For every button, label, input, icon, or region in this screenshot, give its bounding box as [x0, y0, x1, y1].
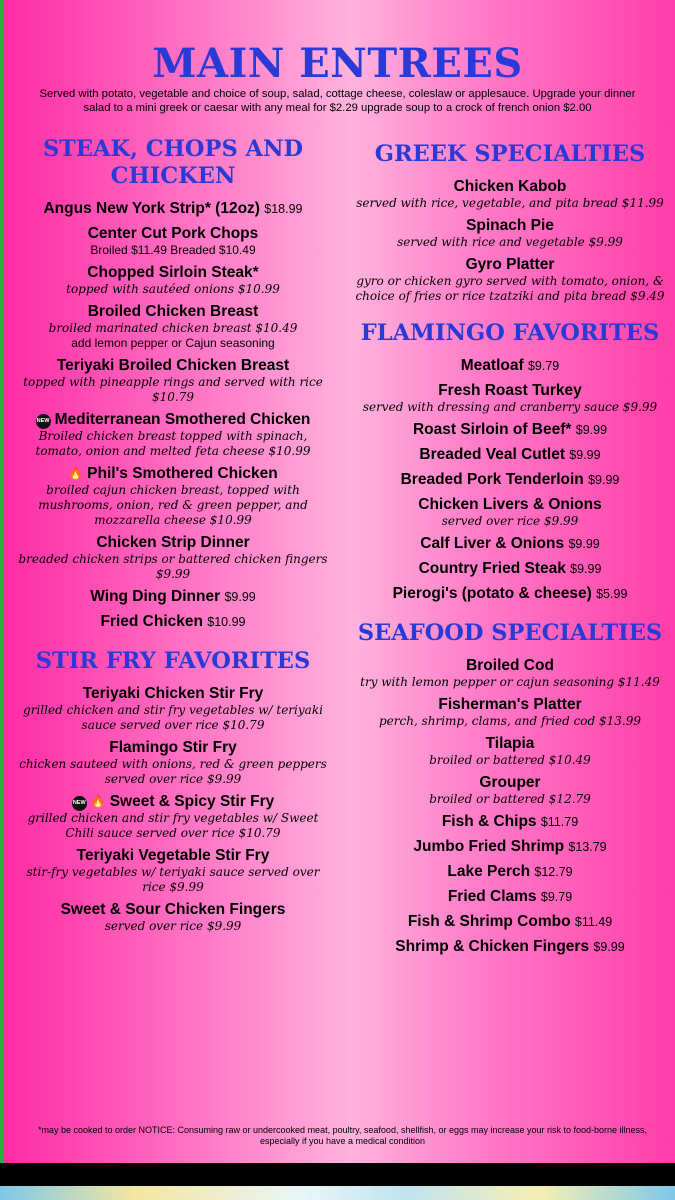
- section-title-stirfry: STIR FRY FAVORITES: [35, 648, 311, 674]
- item-name: Teriyaki Vegetable Stir Fry: [76, 847, 270, 864]
- fire-icon: 🔥: [90, 794, 106, 808]
- menu-item: [18, 612, 328, 632]
- item-description: Broiled chicken breast topped with spinach, tomato, onion and melted feta cheese $10.99: [35, 429, 311, 458]
- item-description: gyro or chicken gyro served with tomato, onion, & choice of fries or rice tzatziki and pita bread $9.49: [355, 274, 665, 303]
- menu-item: [352, 773, 668, 807]
- menu-item: [352, 656, 668, 690]
- item-name: Center Cut Pork Chops: [87, 225, 259, 242]
- menu-item: [352, 356, 668, 376]
- menu-item: [352, 695, 668, 729]
- item-description: perch, shrimp, clams, and fried cod $13.99: [378, 714, 642, 728]
- menu-item: [18, 224, 328, 258]
- item-name: Angus New York Strip* (12oz): [43, 200, 260, 217]
- item-name: Lake Perch: [447, 863, 531, 880]
- item-description: Broiled $11.49 Breaded $10.49: [90, 243, 256, 257]
- page-title: MAIN ENTREES: [152, 40, 523, 87]
- item-note: add lemon pepper or Cajun seasoning: [71, 336, 275, 350]
- menu-item: [352, 887, 668, 907]
- item-description: chicken sauteed with onions, red & green peppers served over rice $9.99: [19, 757, 327, 786]
- item-description: grilled chicken and stir fry vegetables w/ teriyaki sauce served over rice $10.79: [23, 703, 323, 732]
- footnote: *may be cooked to order NOTICE: Consuming raw or undercooked meat, poultry, seafood, shellfish, or eggs may increase your risk to food-borne illness, especially if you have a medical condition: [37, 1125, 648, 1146]
- item-name: Mediterranean Smothered Chicken: [54, 411, 311, 428]
- item-description: try with lemon pepper or cajun seasoning $11.49: [360, 675, 660, 689]
- menu-item: [18, 464, 328, 528]
- menu-item: [18, 302, 328, 351]
- item-price: $18.99: [264, 202, 303, 216]
- menu-item: [352, 584, 668, 604]
- section-title-greek: GREEK SPECIALTIES: [374, 141, 646, 167]
- item-name: Phil's Smothered Chicken: [87, 465, 278, 482]
- left-column: [18, 136, 328, 939]
- menu-item: [18, 199, 328, 219]
- item-price: $13.79: [568, 840, 607, 854]
- menu-item: [18, 846, 328, 895]
- item-price: $12.79: [534, 865, 573, 879]
- new-badge-icon: NEW: [72, 796, 87, 811]
- item-name: Fisherman's Platter: [438, 696, 582, 713]
- item-name: Fried Clams: [447, 888, 537, 905]
- item-name: Gyro Platter: [465, 256, 555, 273]
- item-description: served over rice $9.99: [104, 919, 242, 933]
- section-title-flamingo: FLAMINGO FAVORITES: [360, 320, 660, 346]
- item-description: breaded chicken strips or battered chicken fingers $9.99: [18, 552, 328, 581]
- item-price: $9.99: [588, 473, 620, 487]
- menu-item: [352, 937, 668, 957]
- item-description: broiled or battered $10.49: [429, 753, 591, 767]
- item-price: $9.99: [593, 940, 625, 954]
- item-name: Fried Chicken: [100, 613, 203, 630]
- item-name: Country Fried Steak: [418, 560, 566, 577]
- item-description: broiled cajun chicken breast, topped with mushrooms, onion, red & green pepper, and mozzarella cheese $10.99: [38, 483, 308, 527]
- item-price: $11.79: [540, 815, 579, 829]
- item-name: Jumbo Fried Shrimp: [413, 838, 565, 855]
- menu-item: [352, 255, 668, 304]
- menu-item: [18, 587, 328, 607]
- item-name: Spinach Pie: [466, 217, 554, 234]
- menu-item: [18, 263, 328, 297]
- item-description: served with dressing and cranberry sauce $9.99: [362, 400, 658, 414]
- menu-item: [18, 533, 328, 582]
- next-page-preview: [0, 1186, 675, 1200]
- menu-item: [352, 812, 668, 832]
- item-price: $11.49: [574, 915, 613, 929]
- menu-item: [18, 792, 328, 841]
- item-name: Chicken Kabob: [453, 178, 567, 195]
- section-title-seafood: SEAFOOD SPECIALTIES: [357, 620, 663, 646]
- item-price: $9.99: [569, 448, 601, 462]
- item-description: served with rice, vegetable, and pita bread $11.99: [356, 196, 664, 210]
- menu-item: [352, 734, 668, 768]
- item-price: $9.79: [540, 890, 573, 904]
- menu-item: [352, 420, 668, 440]
- fire-icon: 🔥: [68, 466, 84, 480]
- item-name: Sweet & Sour Chicken Fingers: [60, 901, 286, 918]
- new-badge-icon: NEW: [36, 414, 51, 429]
- item-description: topped with sautéed onions $10.99: [66, 282, 280, 296]
- item-name: Wing Ding Dinner: [90, 588, 221, 605]
- intro-text: Served with potato, vegetable and choice of soup, salad, cottage cheese, coleslaw or applesauce. Upgrade your dinner salad to a mini greek or caesar with any meal for $2.29 upgrade soup to a crock of french onion $2.00: [39, 88, 636, 114]
- menu-item: [18, 738, 328, 787]
- item-name: Chopped Sirloin Steak*: [87, 264, 259, 281]
- item-name: Chicken Strip Dinner: [96, 534, 250, 551]
- menu-item: [352, 445, 668, 465]
- item-name: Chicken Livers & Onions: [418, 496, 602, 513]
- item-description: grilled chicken and stir fry vegetables w/ Sweet Chili sauce served over rice $10.79: [27, 811, 319, 840]
- item-name: Broiled Cod: [466, 657, 554, 674]
- item-price: $5.99: [596, 587, 628, 601]
- item-price: $10.99: [207, 615, 246, 629]
- menu-item: [352, 837, 668, 857]
- item-name: Breaded Pork Tenderloin: [400, 471, 584, 488]
- item-name: Calf Liver & Onions: [420, 535, 565, 552]
- item-price: $9.99: [575, 423, 608, 437]
- item-name: Grouper: [479, 774, 541, 791]
- item-name: Breaded Veal Cutlet: [419, 446, 565, 463]
- menu-item: [18, 900, 328, 934]
- item-price: $9.99: [568, 537, 600, 551]
- menu-item: [352, 912, 668, 932]
- item-name: Flamingo Stir Fry: [109, 739, 237, 756]
- item-name: Sweet & Spicy Stir Fry: [109, 793, 275, 810]
- item-description: served over rice $9.99: [441, 514, 579, 528]
- item-name: Fish & Shrimp Combo: [407, 913, 571, 930]
- item-name: Pierogi's (potato & cheese): [392, 585, 592, 602]
- menu-item: [18, 356, 328, 405]
- item-name: Roast Sirloin of Beef*: [412, 421, 572, 438]
- menu-item: [352, 862, 668, 882]
- item-name: Fish & Chips: [441, 813, 537, 830]
- item-price: $9.99: [224, 590, 256, 604]
- item-description: served with rice and vegetable $9.99: [397, 235, 623, 249]
- menu-item: [18, 684, 328, 733]
- item-price: $9.99: [570, 562, 602, 576]
- item-name: Broiled Chicken Breast: [87, 303, 259, 320]
- item-description: broiled or battered $12.79: [429, 792, 591, 806]
- menu-item: [352, 495, 668, 529]
- menu-item: [352, 381, 668, 415]
- item-description: broiled marinated chicken breast $10.49: [48, 321, 298, 335]
- menu-item: [18, 410, 328, 459]
- section-title-steak: STEAK, CHOPS AND CHICKEN: [42, 136, 304, 189]
- item-description: stir-fry vegetables w/ teriyaki sauce served over rice $9.99: [26, 865, 320, 894]
- item-name: Teriyaki Chicken Stir Fry: [82, 685, 264, 702]
- item-name: Meatloaf: [460, 357, 524, 374]
- item-name: Fresh Roast Turkey: [438, 382, 582, 399]
- item-name: Tilapia: [485, 735, 535, 752]
- menu-item: [352, 559, 668, 579]
- item-price: $9.79: [527, 359, 560, 373]
- menu-item: [352, 177, 668, 211]
- menu-item: [352, 470, 668, 490]
- menu-item: [352, 216, 668, 250]
- left-edge-stripe: [0, 0, 4, 1163]
- item-description: topped with pineapple rings and served with rice $10.79: [23, 375, 323, 404]
- item-name: Shrimp & Chicken Fingers: [395, 938, 590, 955]
- right-column: [352, 141, 668, 962]
- item-name: Teriyaki Broiled Chicken Breast: [56, 357, 290, 374]
- menu-item: [352, 534, 668, 554]
